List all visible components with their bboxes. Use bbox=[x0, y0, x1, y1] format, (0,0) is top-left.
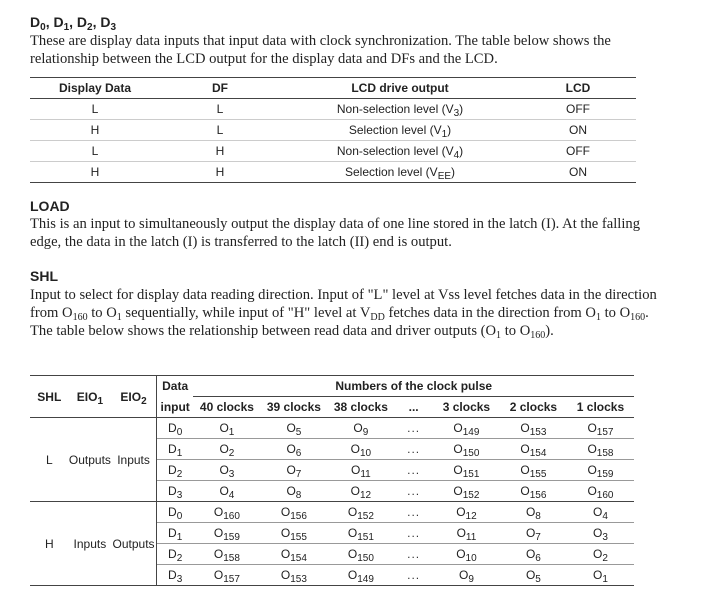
cell-output: $O_3$ bbox=[567, 523, 634, 544]
cell-lcd-drive-output: Selection level $(V_1)$ bbox=[280, 120, 520, 141]
cell-data-input: $D_1$ bbox=[156, 439, 193, 460]
cell-output: $O_8$ bbox=[260, 481, 327, 502]
cell-output: $O_{10}$ bbox=[327, 439, 394, 460]
cell-output: $O_{150}$ bbox=[433, 439, 500, 460]
lcd-output-table bbox=[30, 77, 636, 183]
header-clock-column: 38 clocks bbox=[327, 397, 394, 418]
lcd-table-row bbox=[30, 162, 636, 183]
shl-paragraph: Input to select for display data reading direction. Input of "L" level at Vss level fetches data in the direction from $O_{160}$ to $O_1$ sequentially, while input of "H" level at $V_{DD}$ fetches data in the direction from $O_1$ to $O_{160}$. The table below shows the relationship between read data and driver outputs ($O_1$ to $O_{160}$). bbox=[30, 287, 657, 341]
cell-output: $O_9$ bbox=[433, 565, 500, 586]
cell-ellipsis: ... bbox=[394, 523, 433, 544]
cell-ellipsis: ... bbox=[394, 460, 433, 481]
cell-display-data: L bbox=[30, 141, 160, 162]
cell-output: $O_3$ bbox=[193, 460, 260, 481]
cell-output: $O_2$ bbox=[193, 439, 260, 460]
cell-output: $O_{150}$ bbox=[327, 544, 394, 565]
header-eio2: $EIO_2$ bbox=[111, 376, 156, 418]
cell-output: $O_{160}$ bbox=[193, 502, 260, 523]
cell-output: $O_6$ bbox=[260, 439, 327, 460]
cell-output: $O_{155}$ bbox=[500, 460, 567, 481]
cell-lcd: ON bbox=[520, 162, 636, 183]
cell-data-input: $D_3$ bbox=[156, 481, 193, 502]
cell-output: $O_1$ bbox=[193, 418, 260, 439]
cell-df: H bbox=[160, 162, 280, 183]
cell-data-input: $D_0$ bbox=[156, 418, 193, 439]
cell-shl: L bbox=[30, 418, 69, 502]
clock-table-header-row-1 bbox=[30, 376, 634, 397]
cell-data-input: $D_0$ bbox=[156, 502, 193, 523]
header-display-data: Display Data bbox=[30, 78, 160, 99]
header-lcd-drive-output: LCD drive output bbox=[280, 78, 520, 99]
cell-output: $O_7$ bbox=[260, 460, 327, 481]
cell-ellipsis: ... bbox=[394, 481, 433, 502]
cell-output: $O_{12}$ bbox=[433, 502, 500, 523]
cell-data-input: $D_3$ bbox=[156, 565, 193, 586]
cell-output: $O_4$ bbox=[193, 481, 260, 502]
cell-lcd-drive-output: Non-selection level $(V_3)$ bbox=[280, 99, 520, 120]
cell-output: $O_{153}$ bbox=[260, 565, 327, 586]
cell-output: $O_5$ bbox=[500, 565, 567, 586]
header-clock-column: 2 clocks bbox=[500, 397, 567, 418]
cell-lcd: OFF bbox=[520, 99, 636, 120]
lcd-table-row bbox=[30, 99, 636, 120]
cell-output: $O_{157}$ bbox=[193, 565, 260, 586]
cell-output: $O_{159}$ bbox=[193, 523, 260, 544]
header-clock-column: 39 clocks bbox=[260, 397, 327, 418]
cell-output: $O_{12}$ bbox=[327, 481, 394, 502]
header-df: DF bbox=[160, 78, 280, 99]
cell-output: $O_{152}$ bbox=[433, 481, 500, 502]
cell-ellipsis: ... bbox=[394, 565, 433, 586]
cell-display-data: L bbox=[30, 99, 160, 120]
cell-output: $O_{156}$ bbox=[500, 481, 567, 502]
cell-output: $O_{154}$ bbox=[260, 544, 327, 565]
cell-lcd-drive-output: Selection level $(V_{EE})$ bbox=[280, 162, 520, 183]
cell-output: $O_{11}$ bbox=[433, 523, 500, 544]
cell-shl: H bbox=[30, 502, 69, 586]
cell-display-data: H bbox=[30, 120, 160, 141]
cell-output: $O_{154}$ bbox=[500, 439, 567, 460]
cell-output: $O_6$ bbox=[500, 544, 567, 565]
cell-output: $O_4$ bbox=[567, 502, 634, 523]
cell-output: $O_8$ bbox=[500, 502, 567, 523]
cell-data-input: $D_1$ bbox=[156, 523, 193, 544]
cell-data-input: $D_2$ bbox=[156, 544, 193, 565]
table-row bbox=[30, 502, 634, 523]
cell-output: $O_{151}$ bbox=[327, 523, 394, 544]
cell-output: $O_{10}$ bbox=[433, 544, 500, 565]
cell-output: $O_{149}$ bbox=[327, 565, 394, 586]
load-paragraph: This is an input to simultaneously output the display data of one line stored in the latch (I). At the falling edge, the data in the latch (I) is transferred to the latch (II) end is output. bbox=[30, 216, 640, 250]
d-section-paragraph: These are display data inputs that input data with clock synchronization. The table below shows the relationship between the LCD output for the display data and DFs and the LCD. bbox=[30, 33, 611, 67]
header-clock-column: ... bbox=[394, 397, 433, 418]
cell-df: H bbox=[160, 141, 280, 162]
cell-output: $O_{159}$ bbox=[567, 460, 634, 481]
cell-output: $O_2$ bbox=[567, 544, 634, 565]
cell-ellipsis: ... bbox=[394, 439, 433, 460]
cell-output: $O_{160}$ bbox=[567, 481, 634, 502]
cell-output: $O_9$ bbox=[327, 418, 394, 439]
cell-output: $O_{155}$ bbox=[260, 523, 327, 544]
cell-output: $O_{158}$ bbox=[193, 544, 260, 565]
header-data: Data bbox=[156, 376, 193, 397]
header-clock-pulse: Numbers of the clock pulse bbox=[193, 376, 634, 397]
header-shl: SHL bbox=[30, 376, 69, 418]
cell-eio1: Outputs bbox=[69, 418, 112, 502]
table-row bbox=[30, 418, 634, 439]
cell-output: $O_{156}$ bbox=[260, 502, 327, 523]
cell-data-input: $D_2$ bbox=[156, 460, 193, 481]
cell-output: $O_{149}$ bbox=[433, 418, 500, 439]
cell-output: $O_{157}$ bbox=[567, 418, 634, 439]
clock-pulse-table bbox=[30, 375, 634, 586]
cell-ellipsis: ... bbox=[394, 418, 433, 439]
header-lcd: LCD bbox=[520, 78, 636, 99]
cell-output: $O_{11}$ bbox=[327, 460, 394, 481]
cell-output: $O_{152}$ bbox=[327, 502, 394, 523]
cell-output: $O_5$ bbox=[260, 418, 327, 439]
cell-output: $O_{153}$ bbox=[500, 418, 567, 439]
header-clock-column: 1 clocks bbox=[567, 397, 634, 418]
cell-lcd: OFF bbox=[520, 141, 636, 162]
cell-output: $O_1$ bbox=[567, 565, 634, 586]
cell-ellipsis: ... bbox=[394, 544, 433, 565]
shl-heading: SHL bbox=[30, 268, 58, 284]
cell-eio2: Outputs bbox=[111, 502, 156, 586]
header-input: input bbox=[156, 397, 193, 418]
header-clock-column: 3 clocks bbox=[433, 397, 500, 418]
cell-eio2: Inputs bbox=[111, 418, 156, 502]
cell-lcd: ON bbox=[520, 120, 636, 141]
lcd-table-row bbox=[30, 141, 636, 162]
cell-df: L bbox=[160, 99, 280, 120]
cell-display-data: H bbox=[30, 162, 160, 183]
lcd-table-row bbox=[30, 120, 636, 141]
cell-lcd-drive-output: Non-selection level $(V_4)$ bbox=[280, 141, 520, 162]
d-section-heading: $D_0$, $D_1$, $D_2$, $D_3$ bbox=[30, 14, 117, 33]
header-clock-column: 40 clocks bbox=[193, 397, 260, 418]
load-heading: LOAD bbox=[30, 198, 70, 214]
cell-eio1: Inputs bbox=[69, 502, 112, 586]
cell-output: $O_{158}$ bbox=[567, 439, 634, 460]
cell-ellipsis: ... bbox=[394, 502, 433, 523]
header-eio1: $EIO_1$ bbox=[69, 376, 112, 418]
cell-output: $O_7$ bbox=[500, 523, 567, 544]
lcd-table-header-row bbox=[30, 78, 636, 99]
cell-df: L bbox=[160, 120, 280, 141]
cell-output: $O_{151}$ bbox=[433, 460, 500, 481]
